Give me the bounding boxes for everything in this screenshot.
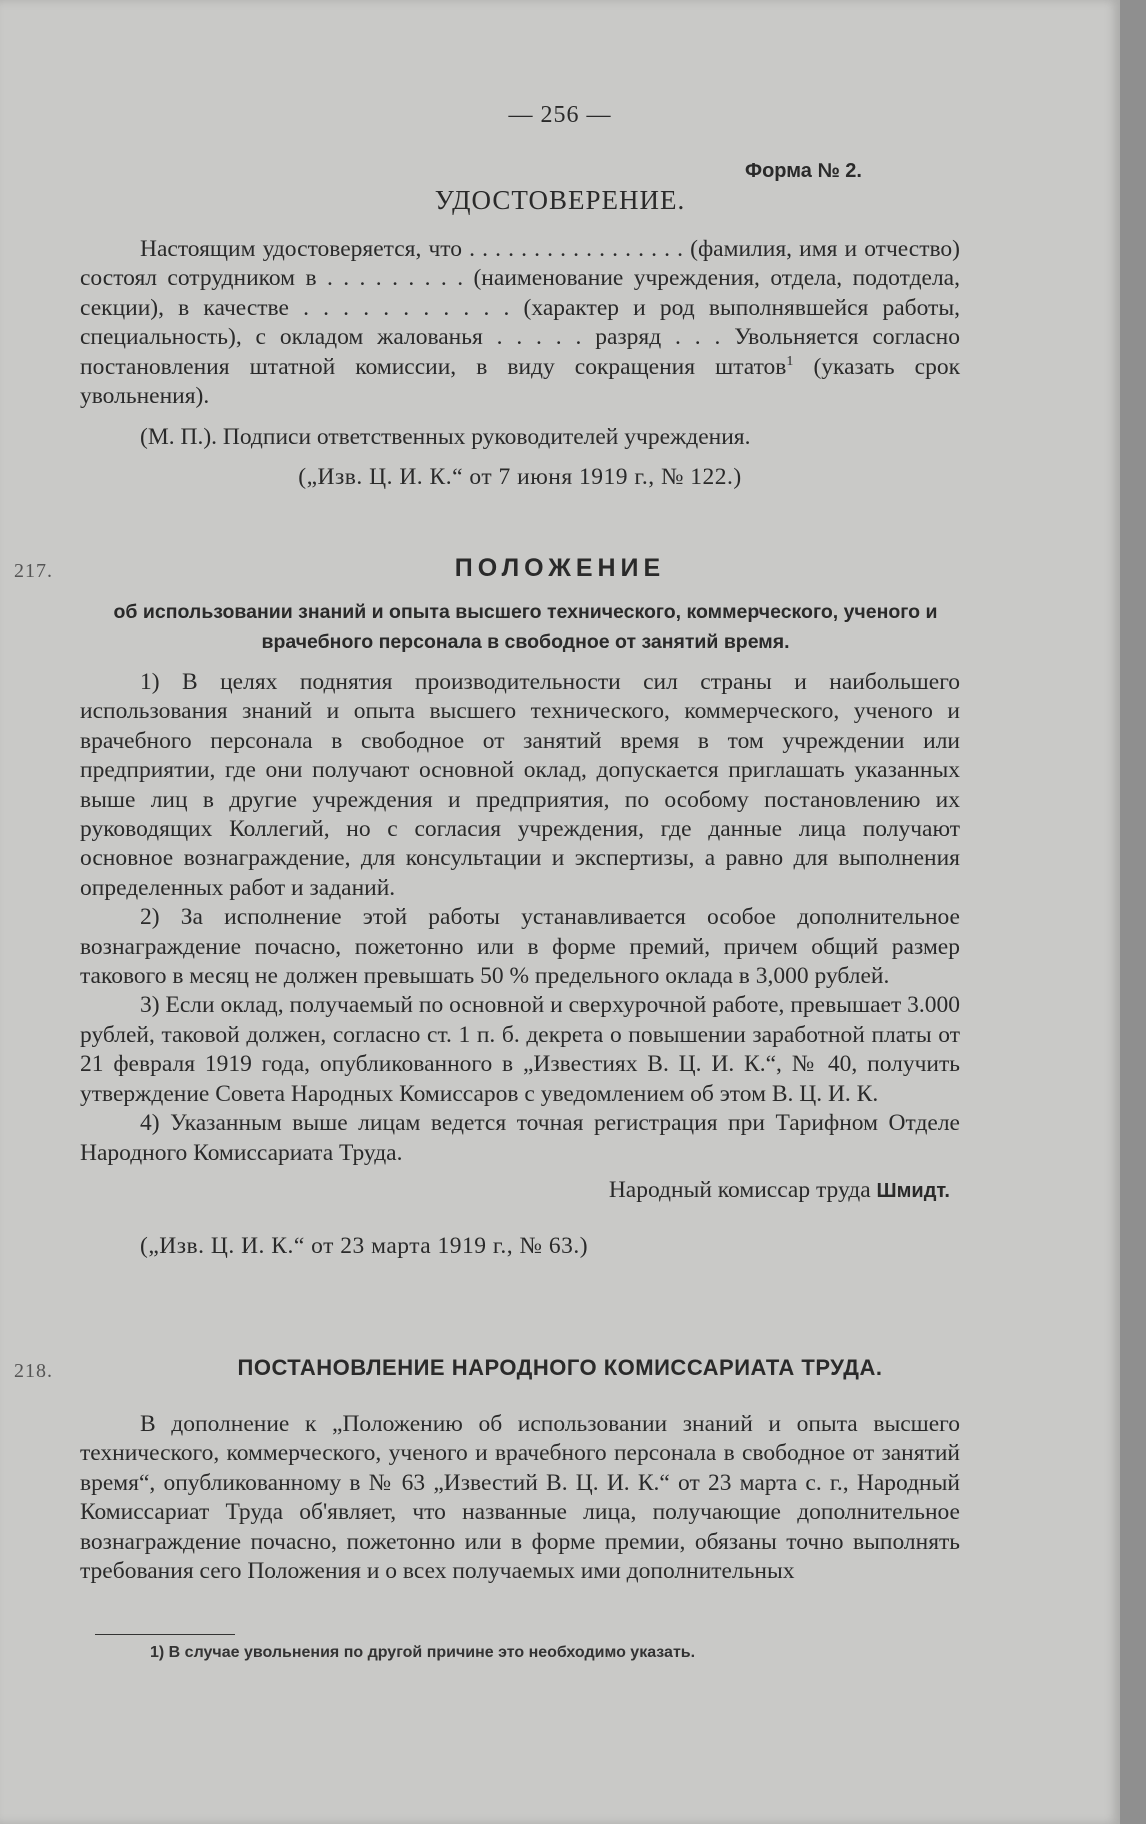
signer-role: Народный комиссар труда (608, 1176, 877, 1203)
footnote-marker: 1) (150, 1644, 165, 1661)
section-218-body (80, 1410, 960, 1586)
footnote-divider (95, 1634, 235, 1635)
signer-name: Шмидт. (876, 1179, 950, 1202)
certificate-title: УДОСТОВЕРЕНИЕ. (434, 185, 686, 215)
certificate-body (80, 235, 960, 411)
section-217-number: 217. (14, 560, 53, 582)
section-217-para-3: 3) Если оклад, получаемый по основной и сверхурочной работе, превышает 3.000 рублей, таковой должен, согласно ст. 1 п. б. декрета о повышении заработной платы от 21 февраля 1919 года, опубликованного в „Известиях В. Ц. И. К.“, № 40, получить утверждение Совета Народных Комиссаров с уведомлением об этом В. Ц. И. К. (80, 992, 960, 1107)
section-217-heading: ПОЛОЖЕНИЕ (454, 554, 666, 582)
section-217-source: („Изв. Ц. И. К.“ от 23 марта 1919 г., № 63.) (140, 1233, 589, 1260)
certificate-block (80, 235, 960, 492)
form-number: Форма № 2. (745, 160, 862, 182)
section-217-body (80, 668, 960, 1262)
footnote (150, 1644, 695, 1662)
section-217-para-1: 1) В целях поднятия производительности сил страны и наибольшего использования знаний и опыта высшего технического, коммерческого, ученого и врачебного персонала в свободное от занятий время в том учреждении или предприятии, где они получают основной оклад, допускается приглашать указанных выше лиц в другие учреждения и предприятия, по особому постановлению их руководящих Коллегий, но с согласия учреждения, где данные лица получают основное вознаграждение, для консультации и экспертизы, а равно для выполнения определенных работ и заданий. (80, 669, 960, 901)
section-218-heading: ПОСТАНОВЛЕНИЕ НАРОДНОГО КОМИССАРИАТА ТРУДА. (237, 1355, 883, 1380)
certificate-body-end: (указать срок увольнения). (80, 353, 960, 410)
page-number: — 256 — (508, 102, 612, 128)
section-218-number: 218. (14, 1360, 53, 1382)
footnote-text: В случае увольнения по другой причине это необходимо указать. (164, 1644, 696, 1661)
section-217-para-4: 4) Указанным выше лицам ведется точная регистрация при Тарифном Отделе Народного Комиссариата Труда. (80, 1110, 960, 1166)
section-217-para-2: 2) За исполнение этой работы устанавливается особое дополнительное вознаграждение почасно, пожетонно или в форме премий, причем общий размер такового в месяц не должен превышать 50 % предельного оклада в 3,000 рублей. (80, 904, 960, 990)
section-218-para-1: В дополнение к „Положению об использовании знаний и опыта высшего технического, коммерческого, ученого и врачебного персонала в свободное от занятий время“, опубликованному в № 63 „Известий В. Ц. И. К.“ от 23 марта с. г., Народный Комиссариат Труда об'являет, что названные лица, получающие дополнительное вознаграждение почасно, пожетонно или в форме премии, обязаны точно выполнять требования сего Положения и о всех получаемых ими дополнительных (80, 1411, 960, 1585)
certificate-source: („Изв. Ц. И. К.“ от 7 июня 1919 г., № 122.) (298, 463, 742, 490)
section-217-signature (80, 1176, 960, 1206)
certificate-signatures: (М. П.). Подписи ответственных руководителей учреждения. (140, 424, 751, 451)
footnote-ref: 1 (786, 353, 794, 369)
section-217-subheading: об использовании знаний и опыта высшего технического, коммерческого, ученого и врачебного персонала в свободное от занятий время. (113, 601, 938, 653)
certificate-body-text: Настоящим удостоверяется, что . . . . . . . . . . . . . . . . . (фамилия, имя и отчество) состоял сотрудником в . . . . . . . . . (наименование учреждения, отдела, подотдела, секции), в качестве . . . . . . . . . . . (характер и род выполнявшейся работы, специальность), с окладом жалованья . . . . . разряд . . . Увольняется согласно постановления штатной комиссии, в виду сокращения штатов (80, 236, 960, 380)
